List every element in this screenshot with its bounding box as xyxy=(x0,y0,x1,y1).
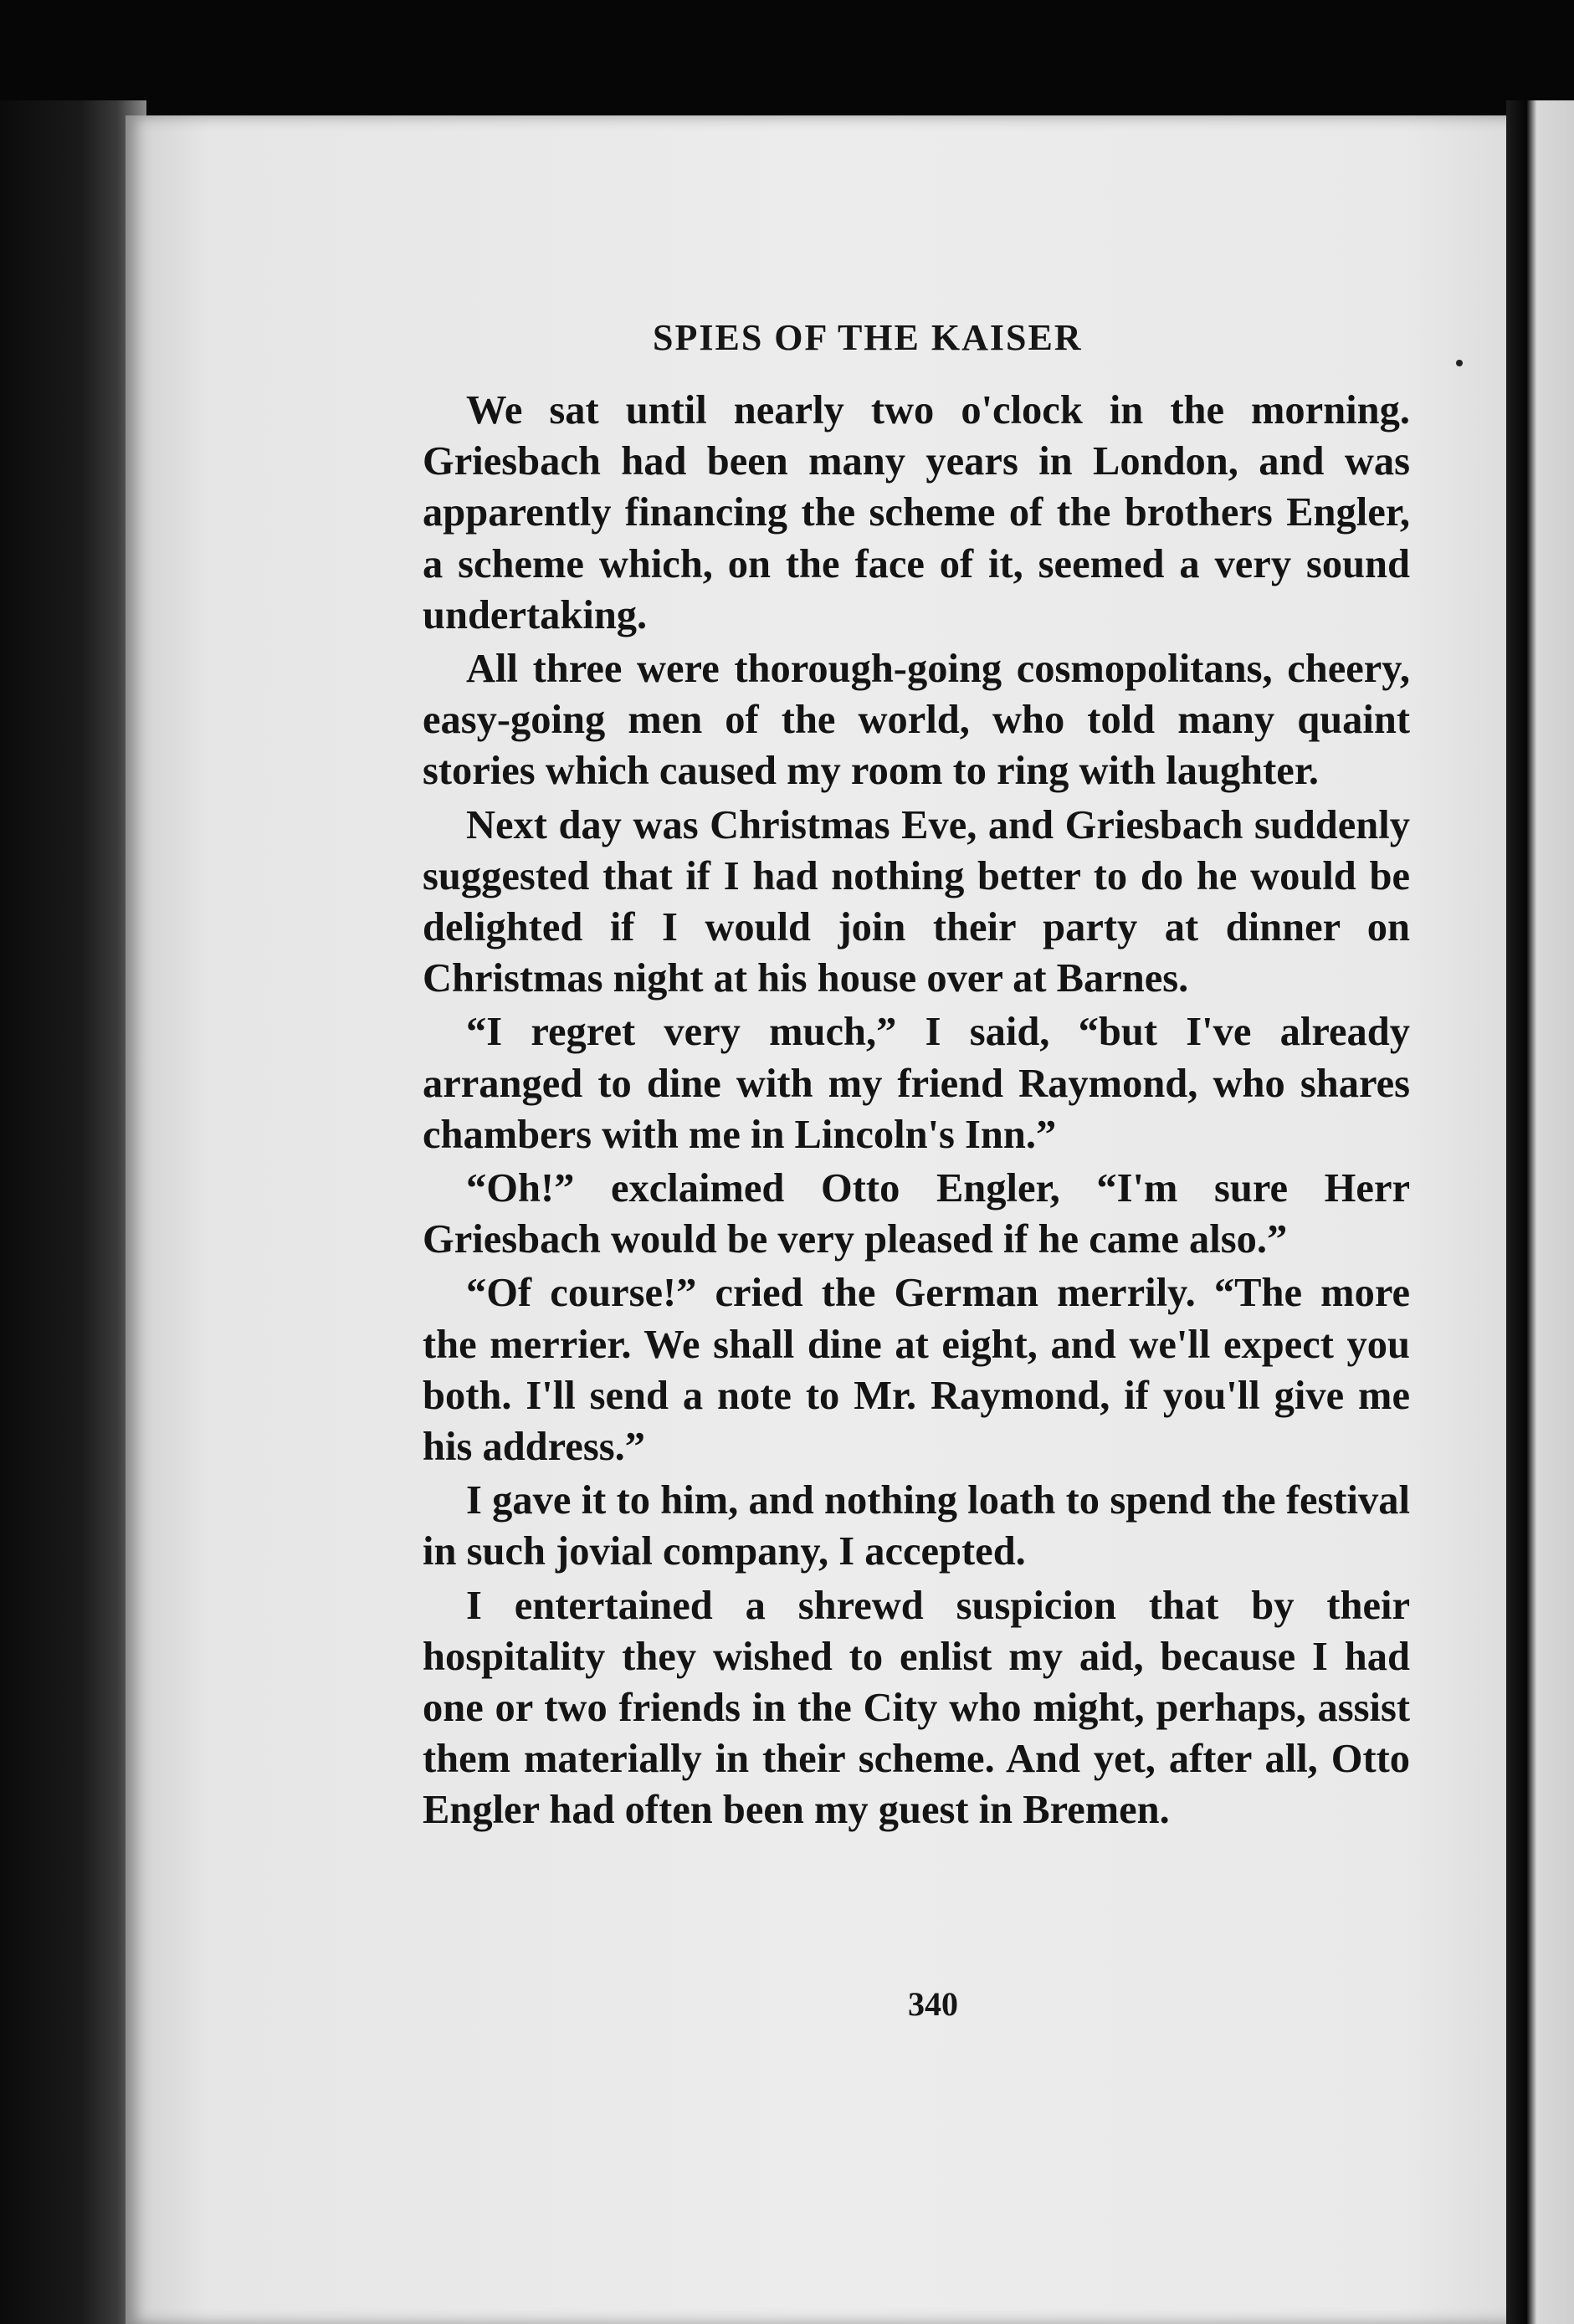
book-left-edge xyxy=(0,100,146,2324)
paragraph-8: I entertained a shrewd suspicion that by their hospitality they wished to enlist my aid, because I had one or two friends in the City who might, perhaps, assist them materially in their scheme. And yet, after all, Otto Engler had often been my guest in Bremen. xyxy=(423,1583,1410,1833)
paragraph-1: We sat until nearly two o'clock in the morning. Griesbach had been many years in London, and was apparently financing the scheme of the brothers Engler, a scheme which, on the face of it, seemed a very sound undertaking. xyxy=(423,388,1410,637)
speck-mark xyxy=(1456,360,1463,366)
paragraph-2: All three were thorough-going cosmopolitans, cheery, easy-going men of the world, who told many quaint stories which caused my room to ring with laughter. xyxy=(423,647,1410,794)
book-right-spine xyxy=(1506,100,1574,2324)
body-text xyxy=(423,385,1410,1839)
paragraph-5: “Oh!” exclaimed Otto Engler, “I'm sure Herr Griesbach would be very pleased if he came also.” xyxy=(423,1166,1410,1262)
running-head: SPIES OF THE KAISER xyxy=(653,317,1083,358)
page-number: 340 xyxy=(908,1985,958,2023)
paragraph-4: “I regret very much,” I said, “but I've already arranged to dine with my friend Raymond, who shares chambers with me in Lincoln's Inn.” xyxy=(423,1010,1410,1157)
paragraph-7: I gave it to him, and nothing loath to spend the festival in such jovial company, I accepted. xyxy=(423,1478,1410,1574)
paragraph-3: Next day was Christmas Eve, and Griesbach suddenly suggested that if I had nothing better to do he would be delighted if I would join their party at dinner on Christmas night at his house over at Barnes. xyxy=(423,802,1410,1001)
paragraph-6: “Of course!” cried the German merrily. “The more the merrier. We shall dine at eight, and we'll expect you both. I'll send a note to Mr. Raymond, if you'll give me his address.” xyxy=(423,1271,1410,1470)
top-shadow xyxy=(0,0,1574,125)
